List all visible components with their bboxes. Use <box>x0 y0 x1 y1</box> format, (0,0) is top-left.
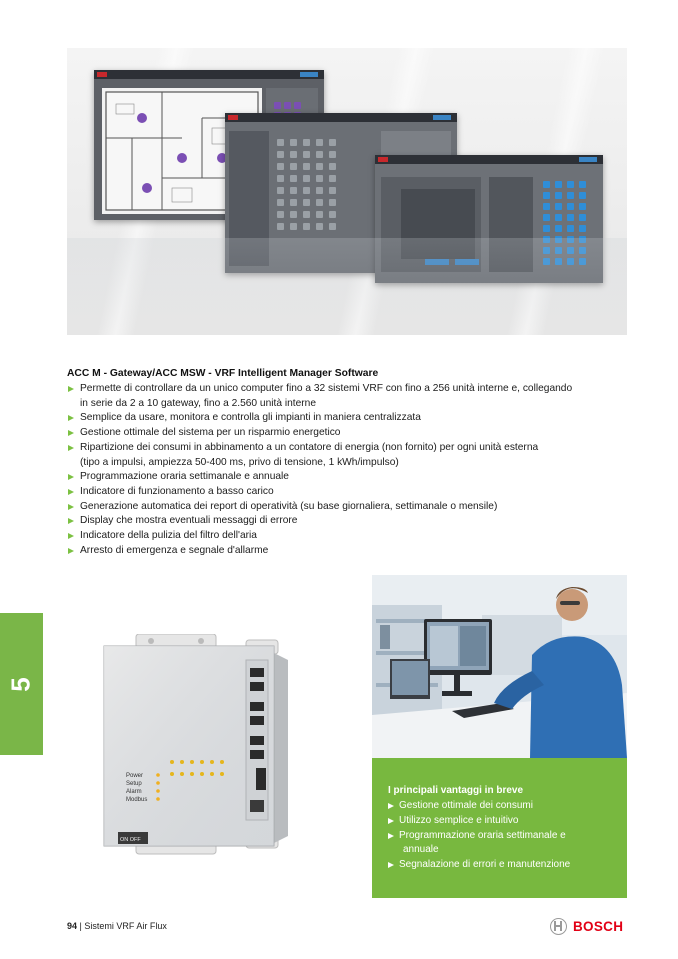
bullet-arrow-icon <box>68 533 74 539</box>
bullet-arrow-icon <box>388 818 394 824</box>
bosch-logo <box>550 916 623 936</box>
page-number: 94 <box>67 921 78 931</box>
brand-name: BOSCH <box>573 918 624 934</box>
list-item: Indicatore di funzionamento a basso carico <box>67 485 637 500</box>
bullet-arrow-icon <box>388 833 394 839</box>
led-label-power: Power <box>126 773 144 779</box>
list-item-continuation: (tipo a impulsi, ampiezza 50-400 ms, privo di tensione, 1 kWh/impulso) <box>80 456 399 468</box>
list-item: Permette di controllare da un unico computer fino a 32 sistemi VRF con fino a 256 unità interne e, collegando <box>67 382 637 397</box>
list-item: Arresto di emergenza e segnale d'allarme <box>67 544 637 559</box>
bullet-arrow-icon <box>68 548 74 554</box>
list-item: Generazione automatica dei report di operatività (su base giornaliera, settimanale o mensile) <box>67 500 637 515</box>
bullet-arrow-icon <box>68 445 74 451</box>
bullet-arrow-icon <box>68 430 74 436</box>
switch-label: ON OFF <box>120 837 141 843</box>
bullet-arrow-icon <box>388 862 394 868</box>
list-item: Gestione ottimale dei consumi <box>388 799 617 814</box>
list-item: Segnalazione di errori e manutenzione <box>388 858 617 873</box>
list-item: Ripartizione dei consumi in abbinamento a un contatore di energia (non fornito) per ogni unità esterna <box>67 441 637 456</box>
benefits-box <box>372 758 627 898</box>
chapter-number: 5 <box>6 676 36 692</box>
chapter-tab <box>0 613 43 755</box>
list-item: Indicatore della pulizia del filtro dell'aria <box>67 529 637 544</box>
list-item: Utilizzo semplice e intuitivo <box>388 814 617 829</box>
page-footer: 94 | Sistemi VRF Air Flux <box>67 921 167 931</box>
gateway-device-image <box>96 634 296 856</box>
list-item-continuation: annuale <box>403 844 439 856</box>
led-label-modbus: Modbus <box>126 797 148 803</box>
bullet-arrow-icon <box>388 803 394 809</box>
feature-list <box>67 382 637 558</box>
bullet-arrow-icon <box>68 386 74 392</box>
bullet-arrow-icon <box>68 489 74 495</box>
list-item: Programmazione oraria settimanale e annuale <box>67 470 637 485</box>
bullet-arrow-icon <box>68 474 74 480</box>
list-item: Gestione ottimale del sistema per un risparmio energetico <box>67 426 637 441</box>
led-label-setup: Setup <box>126 781 142 787</box>
bullet-arrow-icon <box>68 504 74 510</box>
section-name: Sistemi VRF Air Flux <box>84 921 167 931</box>
bosch-armature-icon <box>550 918 567 935</box>
benefits-list <box>388 799 617 873</box>
benefits-title: I principali vantaggi in breve <box>388 785 524 796</box>
list-item: Programmazione oraria settimanale e <box>388 829 617 844</box>
list-item: Display che mostra eventuali messaggi di errore <box>67 514 637 529</box>
list-item-continuation: in serie da 2 a 10 gateway, fino a 2.560 unità interne <box>80 397 316 409</box>
bullet-arrow-icon <box>68 415 74 421</box>
software-screenshot-image <box>67 48 627 335</box>
bullet-arrow-icon <box>68 518 74 524</box>
feature-title: ACC M - Gateway/ACC MSW - VRF Intelligent Manager Software <box>67 368 379 379</box>
led-label-alarm: Alarm <box>126 789 142 795</box>
list-item: Semplice da usare, monitora e controlla gli impianti in maniera centralizzata <box>67 411 637 426</box>
feature-section <box>67 367 637 558</box>
office-photo <box>372 575 627 758</box>
